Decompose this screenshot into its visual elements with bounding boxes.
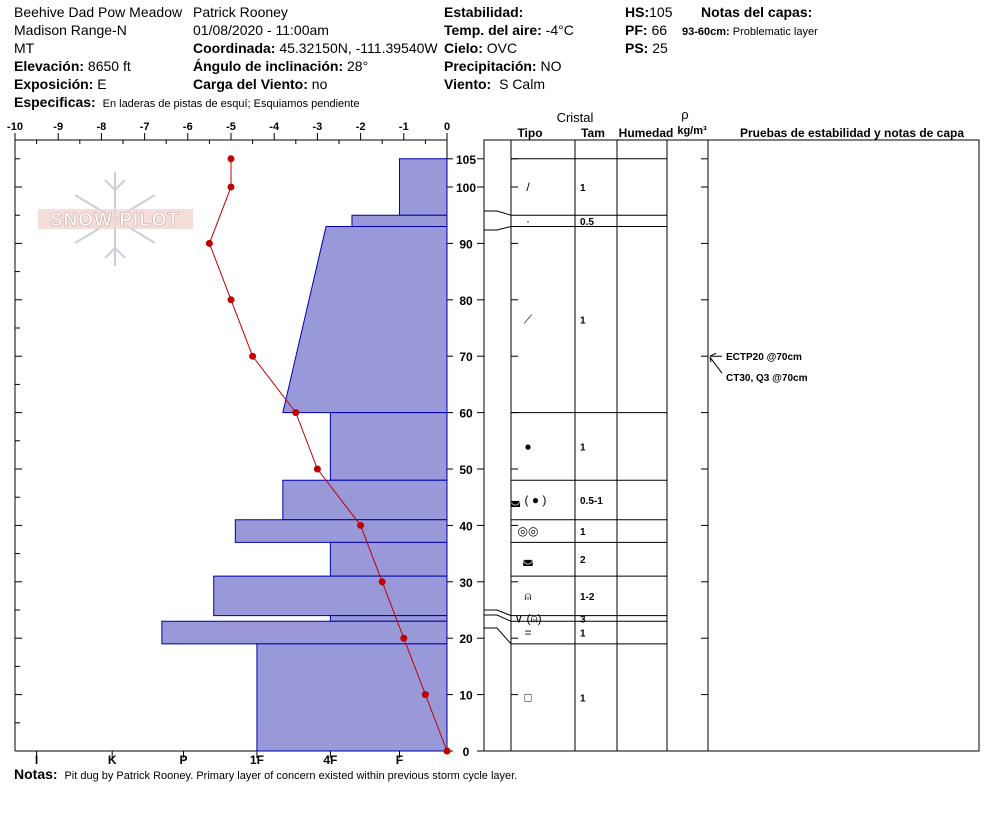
grain-type-icon: ⍝	[524, 588, 532, 603]
sky-value: OVC	[486, 40, 518, 56]
depth-tick-label: 70	[459, 350, 473, 365]
temp-tick-label: -4	[269, 121, 280, 133]
temp-tick-label: -10	[7, 121, 23, 133]
temperature-point	[314, 466, 321, 473]
hardness-tick-label: 1F	[249, 753, 264, 767]
pf-label: PF:	[625, 22, 648, 38]
aspect-value: E	[97, 76, 107, 92]
type-header: Tipo	[517, 126, 543, 140]
grain-type-icon: ∨ (⍝)	[514, 611, 542, 626]
wind-label: Viento:	[444, 76, 492, 92]
temperature-point	[379, 578, 386, 585]
grain-type-icon: □	[524, 690, 532, 705]
hardness-bar	[214, 576, 447, 615]
grain-size: 0.5-1	[580, 496, 603, 508]
hardness-bar	[352, 215, 447, 226]
ps-value: 25	[652, 40, 668, 56]
test-arrow	[710, 357, 722, 373]
hardness-bar	[283, 226, 447, 412]
hardness-tick-label: K	[107, 753, 117, 767]
observer: Patrick Rooney	[193, 4, 288, 20]
precip-value: NO	[540, 58, 562, 74]
temperature-point	[444, 748, 451, 755]
watermark-text: SNOW PILOT	[49, 210, 181, 231]
size-header: Tam	[581, 126, 605, 140]
depth-tick-label: 50	[459, 463, 473, 477]
aspect-label: Exposición:	[14, 76, 94, 92]
grain-type-icon: /	[526, 180, 530, 194]
depth-tick-label: 100	[455, 181, 477, 195]
temperature-point	[228, 184, 235, 191]
hs-value: 105	[649, 4, 673, 20]
hardness-bar	[399, 159, 447, 215]
depth-tick-label: 90	[459, 237, 473, 252]
ps-label: PS:	[625, 40, 649, 56]
slope-label: Ángulo de inclinación:	[193, 58, 344, 74]
depth-tick-label: 80	[459, 293, 473, 308]
grain-size: 1	[580, 442, 586, 454]
temperature-point	[206, 240, 213, 247]
grain-size: 0.5	[580, 216, 594, 228]
specifics-value: En laderas de pistas de esquí; Esquiamos pendiente	[102, 98, 360, 110]
layer-connector	[484, 615, 511, 621]
moisture-header: Humedad	[618, 126, 674, 140]
grain-size: 2	[580, 555, 586, 567]
temperature-point	[357, 522, 364, 529]
temp-tick-label: -3	[312, 121, 323, 133]
specifics-label: Especificas:	[14, 94, 96, 110]
temp-tick-label: -9	[53, 121, 64, 133]
notes-text: Pit dug by Patrick Rooney. Primary layer of concern existed within previous storm cycle layer.	[64, 770, 518, 782]
wind-load-value: no	[311, 76, 328, 92]
grain-size: 1-2	[580, 591, 595, 603]
wind-load-label: Carga del Viento:	[193, 76, 308, 92]
depth-tick-label: 10	[459, 688, 473, 703]
temp-tick-label: -6	[182, 121, 193, 133]
density-unit-header: kg/m³	[677, 125, 707, 137]
location: Beehive Dad Pow Meadow	[14, 4, 183, 20]
depth-tick-label: 60	[459, 406, 473, 421]
grain-size: 1	[580, 527, 586, 539]
stability-test-label: ECTP20 @70cm	[726, 352, 802, 364]
layer-connector	[484, 226, 511, 230]
depth-tick-label: 105	[455, 152, 477, 167]
grain-type-icon: ●	[524, 439, 532, 454]
hardness-bar	[330, 616, 447, 622]
temperature-point	[228, 296, 235, 303]
temp-tick-label: -8	[96, 121, 107, 133]
precip-label: Precipitación:	[444, 58, 537, 74]
pf-value: 66	[651, 22, 668, 38]
grain-size: 1	[580, 693, 586, 705]
grain-type-icon: ◛ ( ● )	[509, 493, 547, 508]
temp-tick-label: 0	[443, 121, 451, 133]
hardness-tick-label: F	[395, 753, 404, 767]
layer-connector	[484, 211, 511, 215]
state: MT	[14, 40, 35, 56]
elevation-label: Elevación:	[14, 58, 85, 74]
sky-label: Cielo:	[444, 40, 483, 56]
grain-type-icon: =	[524, 625, 532, 640]
depth-tick-label: 40	[459, 519, 473, 534]
temperature-point	[249, 353, 256, 360]
grain-size: 1	[580, 183, 586, 194]
hardness-tick-label: 4F	[323, 753, 338, 767]
layer-connector	[484, 628, 511, 644]
temp-tick-label: -5	[226, 121, 236, 133]
hs-label: HS:	[625, 4, 650, 20]
grain-size: 1	[580, 628, 586, 640]
grain-size: 3	[580, 614, 586, 626]
layer-note-range: 93-60cm:	[682, 26, 730, 38]
elevation-value: 8650 ft	[87, 58, 131, 74]
grain-type-icon: ◎◎	[517, 524, 539, 539]
depth-tick-label: 0	[462, 745, 470, 759]
hardness-tick-label: P	[179, 753, 188, 767]
temperature-point	[400, 635, 407, 642]
grain-type-icon: ⟋	[523, 312, 533, 327]
air-temp-label: Temp. del aire:	[444, 22, 542, 38]
hardness-bar	[283, 480, 447, 519]
hardness-bar	[330, 542, 447, 576]
grain-type-icon: ◛	[522, 552, 534, 567]
coordinate-label: Coordinada:	[193, 40, 276, 56]
grain-size: 1	[580, 315, 586, 327]
depth-tick-label: 30	[459, 575, 473, 590]
grain-type-icon: ·	[526, 213, 530, 228]
notes-label: Notas:	[14, 766, 58, 782]
stability-test-label: CT30, Q3 @70cm	[726, 373, 808, 385]
crystal-table-frame	[484, 140, 979, 751]
test-arrow	[710, 353, 722, 356]
coordinate-value: 45.32150N, -111.39540W	[279, 40, 438, 56]
temperature-point	[422, 691, 429, 698]
crystal-header: Cristal	[556, 110, 594, 125]
stability-label: Estabilidad:	[444, 4, 524, 20]
hardness-bar	[257, 644, 447, 751]
hardness-tick-label: I	[34, 753, 39, 767]
wind-value: S Calm	[499, 76, 545, 92]
temperature-point	[292, 409, 299, 416]
datetime: 01/08/2020 - 11:00am	[193, 22, 329, 38]
slope-value: 28°	[347, 58, 369, 74]
depth-tick-label: 20	[459, 632, 473, 647]
temp-tick-label: -1	[398, 121, 409, 133]
air-temp-value: -4°C	[545, 22, 574, 38]
tests-header: Pruebas de estabilidad y notas de capa	[739, 126, 965, 140]
range: Madison Range-N	[14, 22, 127, 38]
layer-note-text: Problematic layer	[732, 26, 818, 38]
layer-notes-label: Notas del capas:	[701, 4, 813, 20]
rho-header: ρ	[681, 107, 689, 122]
temperature-point	[228, 155, 235, 162]
hardness-bar	[235, 520, 447, 543]
temp-tick-label: -2	[355, 121, 366, 133]
temp-tick-label: -7	[139, 121, 150, 133]
hardness-bar	[330, 413, 447, 481]
